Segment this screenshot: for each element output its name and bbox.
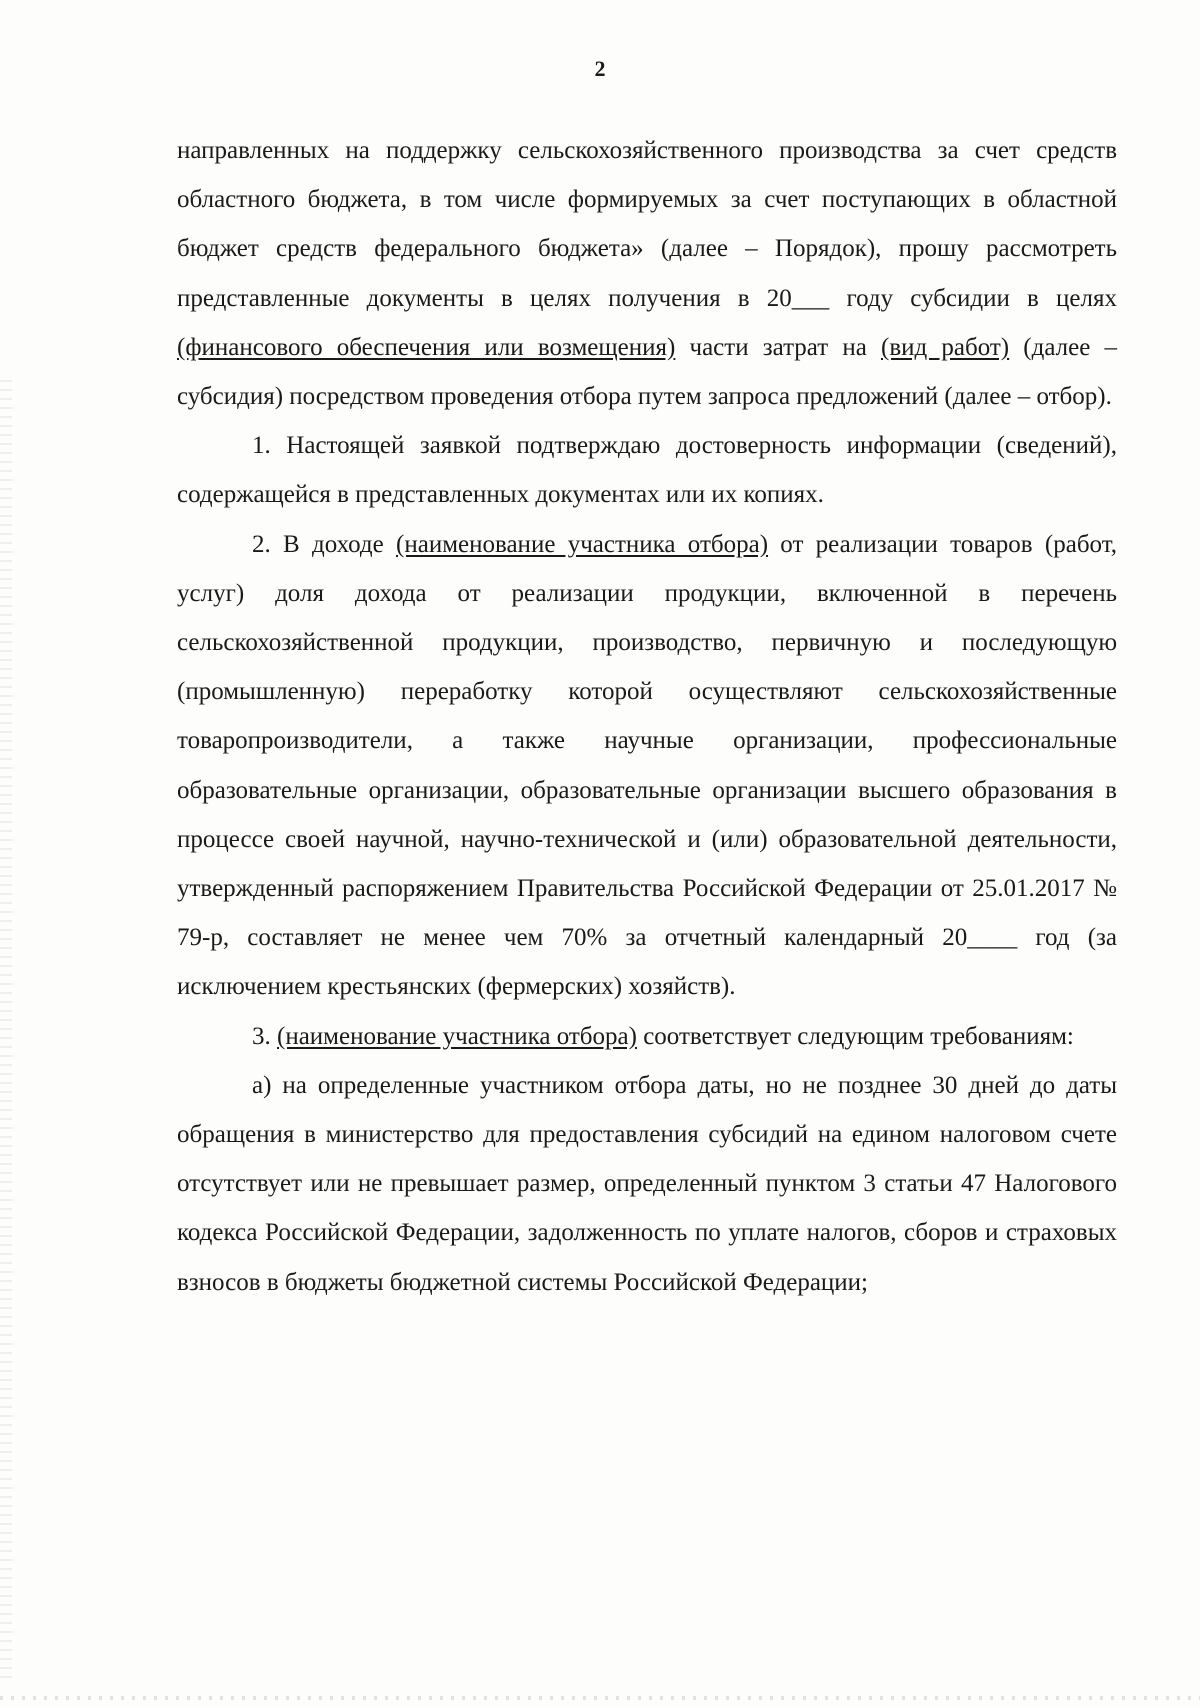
intro-text-3: (далее – субсидия) посредством проведения отбора путем запроса предложений (далее – отбор). [177, 333, 1118, 411]
intro-paragraph [177, 126, 1117, 421]
item-1-paragraph: 1. Настоящей заявкой подтверждаю достоверность информации (сведений), содержащейся в представленных документах или их копиях. [177, 432, 1117, 509]
intro-text-1: направленных на поддержку сельскохозяйственного производства за счет средств областного бюджета, в том числе формируемых за счет поступающих в областной бюджет средств федерального бюджета» (далее – Порядок), прошу рассмотреть представленные документы в целях получения в 20___ году субсидии в целях [177, 137, 1117, 312]
document-body [177, 126, 1117, 1307]
scan-edge-noise [0, 380, 12, 1680]
item-3-prefix: 3. [252, 1022, 277, 1050]
funding-type-field: (финансового обеспечения или возмещения) [177, 333, 676, 361]
participant-name-field: (наименование участника отбора) [396, 530, 769, 558]
item-3-paragraph [177, 1012, 1117, 1061]
page-number: 2 [594, 56, 606, 81]
scan-bottom-noise [0, 1696, 1200, 1700]
work-type-field: (вид работ) [881, 333, 1010, 361]
item-3a-paragraph: а) на определенные участником отбора даты, но не позднее 30 дней до даты обращения в министерство для предоставления субсидий на едином налоговом счете отсутствует или не превышает размер, определенный пунктом 3 статьи 47 Налогового кодекса Российской Федерации, задолженность по уплате налогов, сборов и страховых взносов в бюджеты бюджетной системы Российской Федерации; [177, 1071, 1117, 1296]
item-2-prefix: 2. В доходе [252, 530, 397, 558]
item-3-text: соответствует следующим требованиям: [636, 1022, 1074, 1050]
item-2-text: от реализации товаров (работ, услуг) доля дохода от реализации продукции, включенной в перечень сельскохозяйственной продукции, производство, первичную и последующую (промышленную) переработку которой осуществляют сельскохозяйственные товаропроизводители, а также научные организации, профессиональные образовательные организации, образовательные организации высшего образования в процессе своей научной, научно-технической и (или) образовательной деятельности, утвержденный распоряжением Правительства Российской Федерации от 25.01.2017 № 79-р, составляет не менее чем 70% за отчетный календарный 20____ год (за исключением крестьянских (фермерских) хозяйств). [177, 530, 1118, 1001]
intro-text-2: части затрат на [675, 333, 881, 361]
participant-name-field-2: (наименование участника отбора) [277, 1022, 637, 1050]
item-2-paragraph [177, 520, 1117, 1012]
